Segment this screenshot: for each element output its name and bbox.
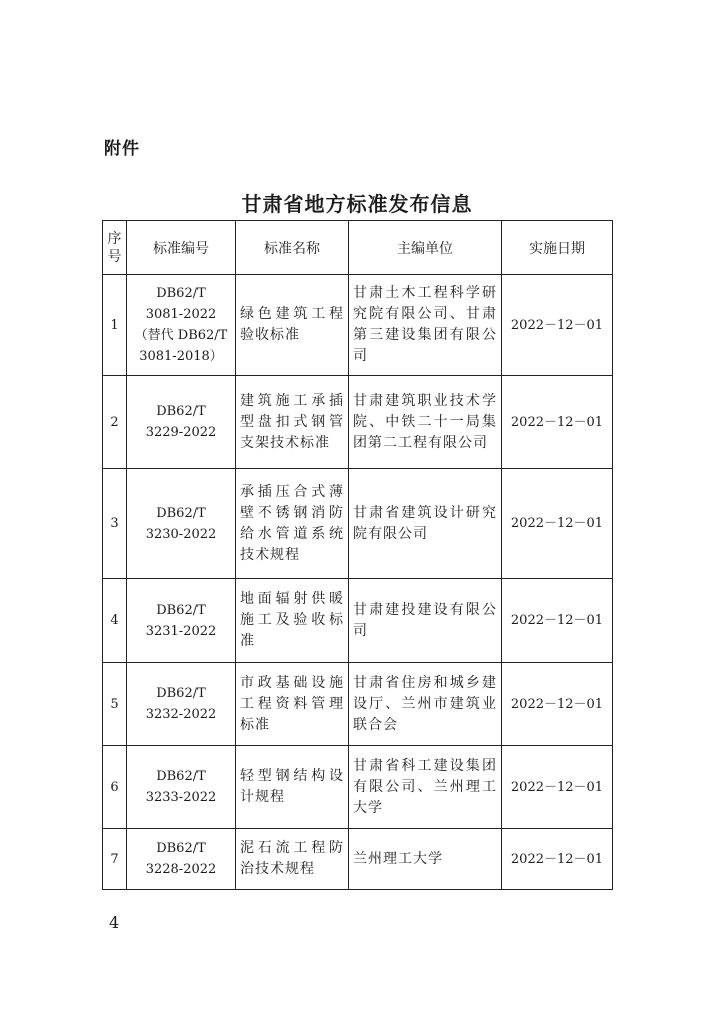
header-seq-label: 序号 [107, 230, 122, 265]
row-code-line: DB62/T [156, 602, 206, 618]
row-unit: 甘肃土木工程科学研究院有限公司、甘肃第三建设集团有限公司 [349, 275, 502, 376]
row-name: 市政基础设施工程资料管理标准 [236, 663, 349, 746]
row-code-line: DB62/T [156, 404, 206, 419]
row-code [127, 275, 236, 376]
row-code-line: DB62/T [156, 686, 206, 701]
row-unit: 甘肃省科工建设集团有限公司、兰州理工大学 [349, 746, 502, 829]
row-unit: 兰州理工大学 [349, 829, 502, 890]
row-name: 地面辐射供暖施工及验收标准 [236, 579, 349, 663]
table-row [103, 579, 613, 663]
header-seq [103, 221, 127, 275]
row-date: 2022－12－01 [502, 579, 613, 663]
row-code [127, 746, 236, 829]
row-code-line: DB62/T [156, 286, 206, 301]
table-row [103, 376, 613, 469]
table-row [103, 829, 613, 890]
table-row [103, 469, 613, 579]
row-code [127, 376, 236, 469]
table-row [103, 275, 613, 376]
row-code-line: 3231-2022 [145, 623, 217, 639]
row-date: 2022－12－01 [502, 275, 613, 376]
row-date: 2022－12－01 [502, 376, 613, 469]
row-code-line: 3232-2022 [145, 707, 217, 722]
page-number: 4 [109, 913, 120, 932]
header-date: 实施日期 [502, 221, 613, 275]
header-code: 标准编号 [127, 221, 236, 275]
row-unit: 甘肃建筑职业技术学院、中铁二十一局集团第二工程有限公司 [349, 376, 502, 469]
row-code-line: 3081-2022 [145, 307, 217, 322]
row-name: 承插压合式薄壁不锈钢消防给水管道系统技术规程 [236, 469, 349, 579]
row-code [127, 829, 236, 890]
row-code-line: 3081-2018） [139, 349, 223, 364]
row-code-line: DB62/T [156, 769, 206, 784]
row-date: 2022－12－01 [502, 663, 613, 746]
row-unit: 甘肃省住房和城乡建设厅、兰州市建筑业联合会 [349, 663, 502, 746]
row-code [127, 663, 236, 746]
row-date: 2022－12－01 [502, 469, 613, 579]
row-seq: 6 [103, 746, 127, 829]
header-unit: 主编单位 [349, 221, 502, 275]
standards-table [102, 220, 613, 890]
document-title: 甘肃省地方标准发布信息 [241, 192, 473, 216]
row-seq: 7 [103, 829, 127, 890]
row-seq: 1 [103, 275, 127, 376]
row-name: 绿色建筑工程验收标准 [236, 275, 349, 376]
table-row [103, 746, 613, 829]
row-seq: 5 [103, 663, 127, 746]
row-date: 2022－12－01 [502, 829, 613, 890]
attachment-label: 附件 [104, 139, 140, 159]
row-code-line: 3230-2022 [145, 526, 217, 542]
row-unit: 甘肃省建筑设计研究院有限公司 [349, 469, 502, 579]
row-code-line: 3233-2022 [145, 790, 217, 805]
row-name: 泥石流工程防治技术规程 [236, 829, 349, 890]
row-name: 轻型钢结构设计规程 [236, 746, 349, 829]
table-row [103, 663, 613, 746]
row-seq: 2 [103, 376, 127, 469]
row-seq: 3 [103, 469, 127, 579]
row-date: 2022－12－01 [502, 746, 613, 829]
row-name: 建筑施工承插型盘扣式钢管支架技术标准 [236, 376, 349, 469]
row-code-line: DB62/T [156, 505, 206, 521]
row-code-line: 3228-2022 [145, 862, 217, 877]
row-code-line: （替代 DB62/T [134, 328, 228, 343]
table-header-row [103, 221, 613, 275]
row-code-line: DB62/T [156, 841, 206, 856]
row-code-line: 3229-2022 [145, 425, 217, 440]
row-code [127, 469, 236, 579]
row-unit: 甘肃建投建设有限公司 [349, 579, 502, 663]
header-name: 标准名称 [236, 221, 349, 275]
row-seq: 4 [103, 579, 127, 663]
row-code [127, 579, 236, 663]
